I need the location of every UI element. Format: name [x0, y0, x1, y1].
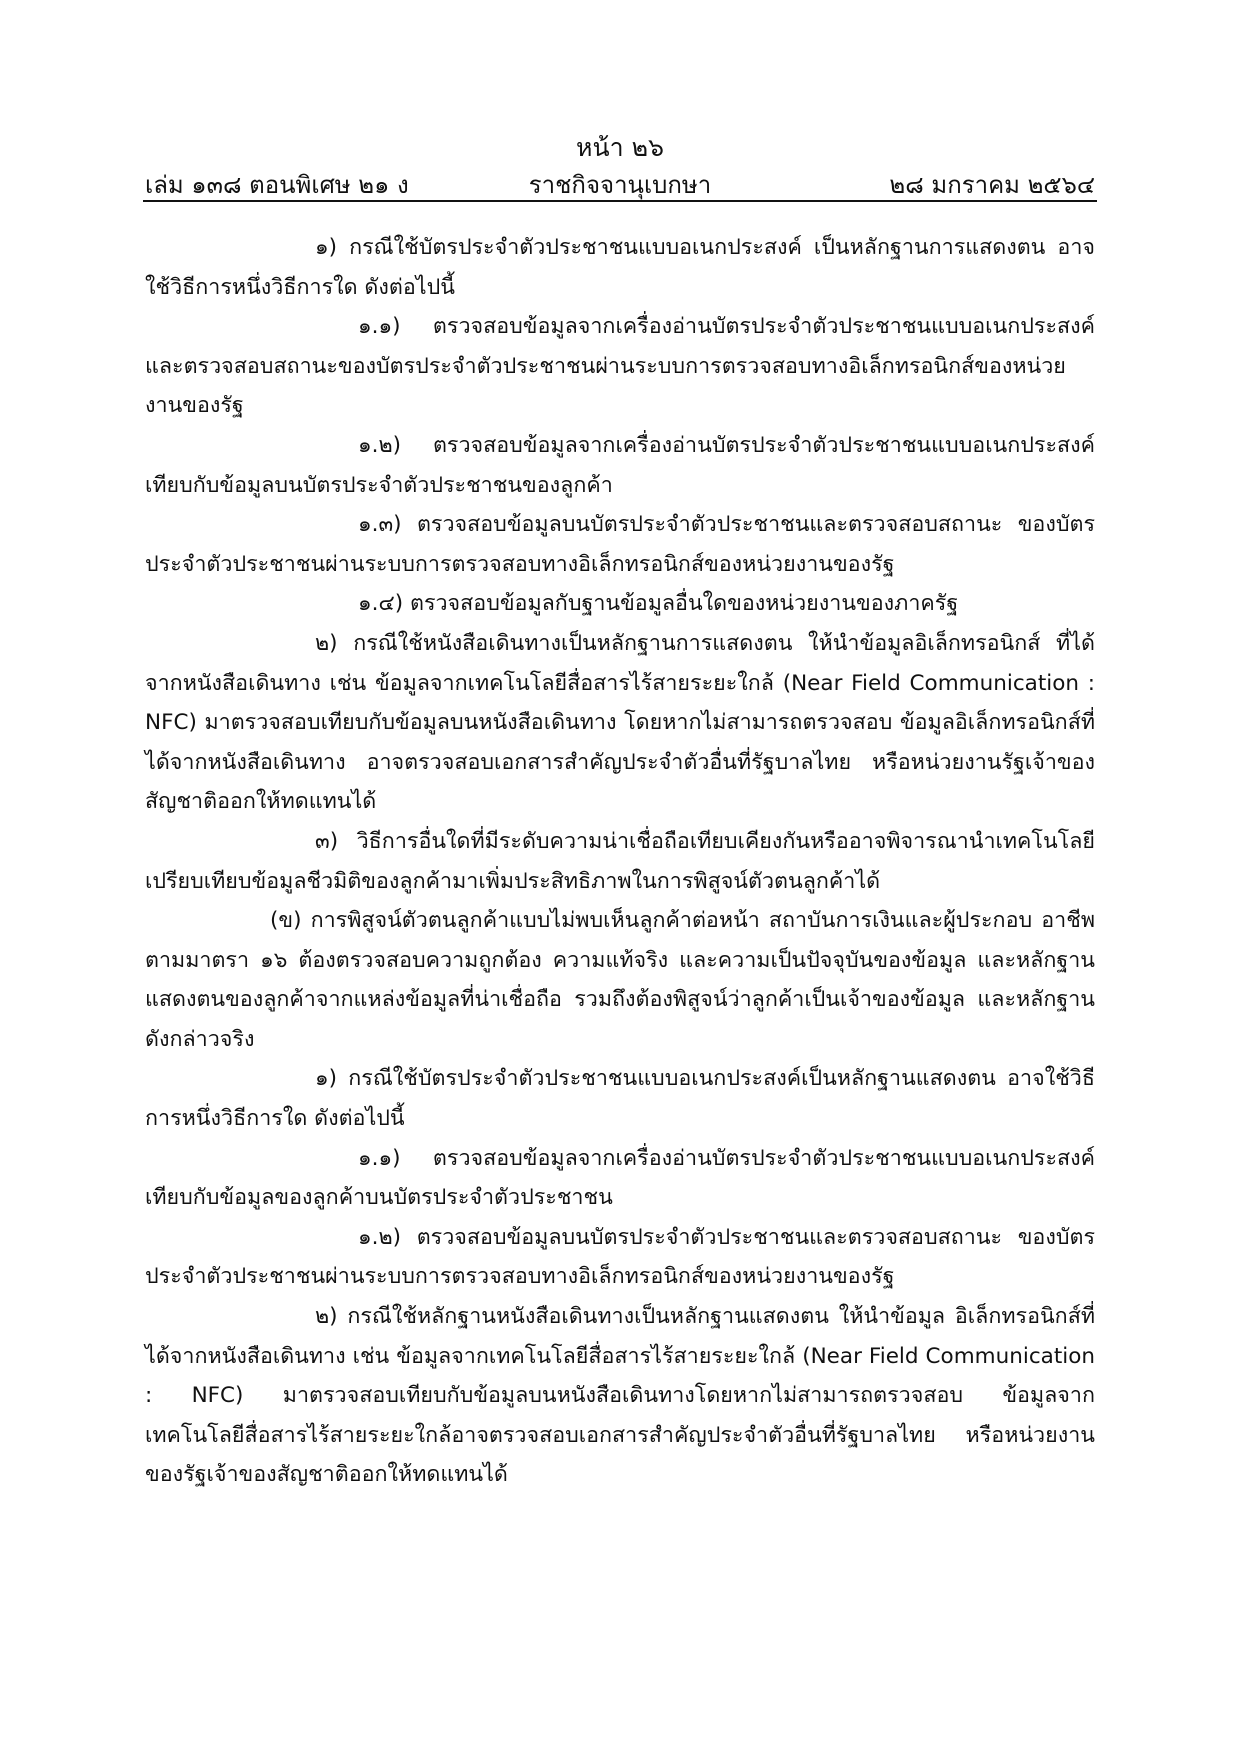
- paragraph-2: ๒) กรณีใช้หนังสือเดินทางเป็นหลักฐานการแสดงตน ให้นำข้อมูลอิเล็กทรอนิกส์ ที่ได้จากหนังสือเดินทาง เช่น ข้อมูลจากเทคโนโลยีสื่อสารไร้สายระยะใกล้ (Near Field Communication : NFC) มาตรวจสอบเทียบกับข้อมูลบนหนังสือเดินทาง โดยหากไม่สามารถตรวจสอบ ข้อมูลอิเล็กทรอนิกส์ที่ได้จากหนังสือเดินทาง อาจตรวจสอบเอกสารสำคัญประจำตัวอื่นที่รัฐบาลไทย หรือหน่วยงานรัฐเจ้าของสัญชาติออกให้ทดแทนได้: [145, 630, 1095, 815]
- document-body: [145, 228, 1095, 1495]
- paragraph-1: ๑) กรณีใช้บัตรประจำตัวประชาชนแบบอเนกประสงค์ เป็นหลักฐานการแสดงตน อาจใช้วิธีการหนึ่งวิธีการใด ดังต่อไปนี้: [145, 235, 1095, 300]
- paragraph-1-2: ๑.๒) ตรวจสอบข้อมูลจากเครื่องอ่านบัตรประจำตัวประชาชนแบบอเนกประสงค์ เทียบกับข้อมูลบนบัตรประจำตัวประชาชนของลูกค้า: [145, 432, 1095, 498]
- paragraph-b-1-2: ๑.๒) ตรวจสอบข้อมูลบนบัตรประจำตัวประชาชนและตรวจสอบสถานะ ของบัตรประจำตัวประชาชนผ่านระบบการตรวจสอบทางอิเล็กทรอนิกส์ของหน่วยงานของรัฐ: [145, 1224, 1095, 1290]
- paragraph-b-1: ๑) กรณีใช้บัตรประจำตัวประชาชนแบบอเนกประสงค์เป็นหลักฐานแสดงตน อาจใช้วิธีการหนึ่งวิธีการใด ดังต่อไปนี้: [145, 1066, 1095, 1132]
- paragraph-b-1-1: ๑.๑) ตรวจสอบข้อมูลจากเครื่องอ่านบัตรประจำตัวประชาชนแบบอเนกประสงค์ เทียบกับข้อมูลของลูกค้าบนบัตรประจำตัวประชาชน: [145, 1145, 1095, 1211]
- publication-date: ๒๘ มกราคม ๒๕๖๔: [889, 171, 1095, 199]
- gazette-volume: เล่ม ๑๓๘ ตอนพิเศษ ๒๑ ง: [145, 171, 409, 199]
- paragraph-b: (ข) การพิสูจน์ตัวตนลูกค้าแบบไม่พบเห็นลูกค้าต่อหน้า สถาบันการเงินและผู้ประกอบ อาชีพตามมาตรา ๑๖ ต้องตรวจสอบความถูกต้อง ความแท้จริง และความเป็นปัจจุบันของข้อมูล และหลักฐานแสดงตนของลูกค้าจากแหล่งข้อมูลที่น่าเชื่อถือ รวมถึงต้องพิสูจน์ว่าลูกค้าเป็นเจ้าของข้อมูล และหลักฐานดังกล่าวจริง: [145, 908, 1095, 1052]
- header-rule: [143, 200, 1097, 202]
- gazette-title: ราชกิจจานุเบกษา: [528, 171, 712, 199]
- page-number: หน้า ๒๖: [576, 133, 664, 162]
- paragraph-b-2: ๒) กรณีใช้หลักฐานหนังสือเดินทางเป็นหลักฐานแสดงตน ให้นำข้อมูล อิเล็กทรอนิกส์ที่ได้จากหนังสือเดินทาง เช่น ข้อมูลจากเทคโนโลยีสื่อสารไร้สายระยะใกล้ (Near Field Communication : NFC) มาตรวจสอบเทียบกับข้อมูลบนหนังสือเดินทางโดยหากไม่สามารถตรวจสอบ ข้อมูลจากเทคโนโลยีสื่อสารไร้สายระยะใกล้อาจตรวจสอบเอกสารสำคัญประจำตัวอื่นที่รัฐบาลไทย หรือหน่วยงานของรัฐเจ้าของสัญชาติออกให้ทดแทนได้: [145, 1304, 1095, 1488]
- paragraph-1-3: ๑.๓) ตรวจสอบข้อมูลบนบัตรประจำตัวประชาชนและตรวจสอบสถานะ ของบัตรประจำตัวประชาชนผ่านระบบการตรวจสอบทางอิเล็กทรอนิกส์ของหน่วยงานของรัฐ: [145, 512, 1095, 577]
- paragraph-1-1: ๑.๑) ตรวจสอบข้อมูลจากเครื่องอ่านบัตรประจำตัวประชาชนแบบอเนกประสงค์ และตรวจสอบสถานะของบัตรประจำตัวประชาชนผ่านระบบการตรวจสอบทางอิเล็กทรอนิกส์ของหน่วยงานของรัฐ: [145, 314, 1095, 419]
- paragraph-1-4: ๑.๔) ตรวจสอบข้อมูลกับฐานข้อมูลอื่นใดของหน่วยงานของภาครัฐ: [358, 591, 959, 617]
- paragraph-3: ๓) วิธีการอื่นใดที่มีระดับความน่าเชื่อถือเทียบเคียงกันหรืออาจพิจารณานำเทคโนโลยี เปรียบเทียบข้อมูลชีวมิติของลูกค้ามาเพิ่มประสิทธิภาพในการพิสูจน์ตัวตนลูกค้าได้: [145, 828, 1095, 894]
